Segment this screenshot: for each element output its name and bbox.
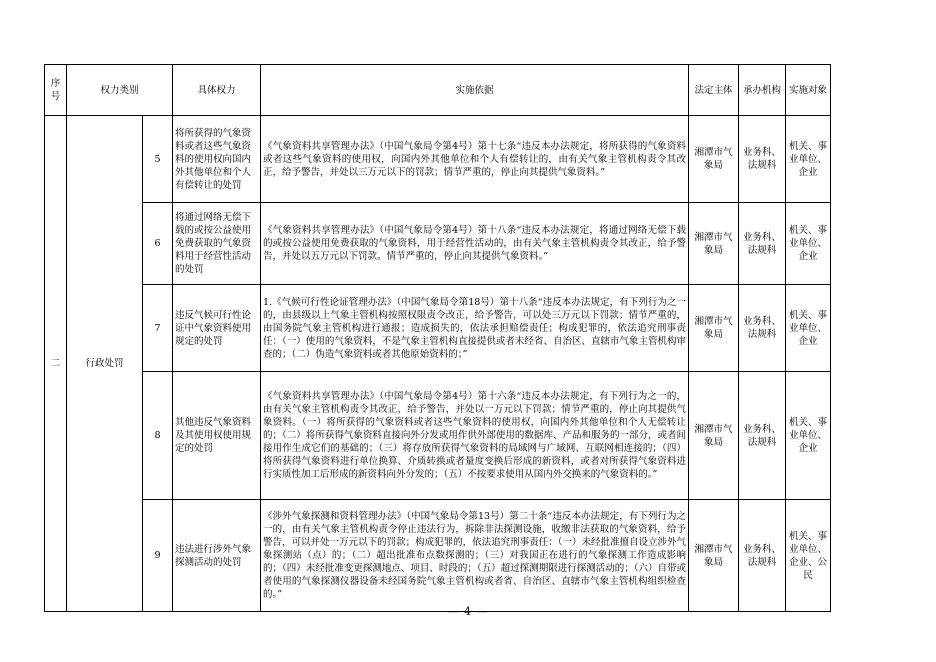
header-subject: 法定主体 (689, 65, 739, 116)
header-office: 承办机构 (739, 65, 786, 116)
table-row (45, 500, 831, 612)
table-row (45, 372, 831, 500)
legal-basis: 《气象资料共享管理办法》（中国气象局令第4号）第十七条“违反本办法规定，将所获得的气象资料或者这些气象资料的使用权，向国内外其他单位和个人有偿转让的，由有关气象主管机构责令其改正，给予警告，并处以三万元以下的罚款；情节严重的，停止向其提供气象资料。” (261, 116, 689, 203)
target-object: 机关、事业单位、企业 (786, 285, 831, 372)
legal-basis: 《气象资料共享管理办法》（中国气象局令第4号）第十八条“违反本办法规定，将通过网络无偿下载的或按公益使用免费获取的气象资料，用于经营性活动的，由有关气象主管机构责令其改正，给予警告，并处以五万元以下罚款。情节严重的，停止向其提供气象资料。” (261, 203, 689, 285)
row-number: 8 (143, 372, 173, 500)
power-name: 违反气候可行性论证中气象资料使用规定的处罚 (173, 285, 261, 372)
legal-subject: 湘潭市气象局 (689, 116, 739, 203)
row-number: 9 (143, 500, 173, 612)
table-row (45, 116, 831, 203)
powers-table (44, 64, 831, 612)
table-row (45, 285, 831, 372)
header-basis: 实施依据 (261, 65, 689, 116)
header-row (45, 65, 831, 116)
row-number: 5 (143, 116, 173, 203)
row-number: 7 (143, 285, 173, 372)
legal-basis: 《涉外气象探测和资料管理办法》（中国气象局令第13号）第二十条“违反本办法规定，有下列行为之一的，由有关气象主管机构责令停止违法行为，拆除非法探测设施，收缴非法获取的气象资料，给予警告，可以并处一万元以下的罚款；构成犯罪的，依法追究刑事责任：（一）未经批准擅自设立涉外气象探测站（点）的；（二）超出批准布点数探测的；（三）对我国正在进行的气象探测工作造成影响的；（四）未经批准变更探测地点、项目、时段的；（五）超过探测期限进行探测活动的；（六）自带或者使用的气象探测仪器设备未经国务院气象主管机构或者省、自治区、直辖市气象主管机构组织检查的。” (261, 500, 689, 612)
power-name: 将所获得的气象资料或者这些气象资料的使用权向国内外其他单位和个人有偿转让的处罚 (173, 116, 261, 203)
target-object: 机关、事业单位、企业 (786, 203, 831, 285)
target-object: 机关、事业单位、企业 (786, 372, 831, 500)
handling-office: 业务科、法规科 (739, 285, 786, 372)
target-object: 机关、事业单位、企业 (786, 116, 831, 203)
header-power: 具体权力 (173, 65, 261, 116)
handling-office: 业务科、法规科 (739, 116, 786, 203)
power-name: 将通过网络无偿下载的或按公益使用免费获取的气象资料用于经营性活动的处罚 (173, 203, 261, 285)
legal-subject: 湘潭市气象局 (689, 203, 739, 285)
handling-office: 业务科、法规科 (739, 372, 786, 500)
legal-basis: 《气象资料共享管理办法》（中国气象局令第4号）第十六条“违反本办法规定，有下列行为之一的，由有关气象主管机构责令其改正，给予警告，并处以一万元以下罚款；情节严重的，停止向其提供气象资料。（一）将所获得的气象资料或者这些气象资料的使用权，向国内外其他单位和个人无偿转让的；（二）将所获得气象资料直接向外分发或用作供外部使用的数据库、产品和服务的一部分，或者间接用作生成它们的基础的；（三）将存放所获得气象资料的局域网与广域网、互联网相连接的；（四）将所获得气象资料进行单位换算、介质转换或者量度变换后形成的新资料，或者对所获得气象资料进行实质性加工后形成的新资料向外分发的；（五）不按要求使用从国内外交换来的气象资料的。” (261, 372, 689, 500)
legal-subject: 湘潭市气象局 (689, 285, 739, 372)
power-name: 其他违反气象资料及其使用权使用规定的处罚 (173, 372, 261, 500)
table-row (45, 203, 831, 285)
header-category: 权力类别 (67, 65, 173, 116)
legal-basis: 1.《气候可行性论证管理办法》（中国气象局令第18号）第十八条“违反本办法规定，有下列行为之一的，由县级以上气象主管机构按照权限责令改正，给予警告，可以处三万元以下罚款；情节严重的，由国务院气象主管机构进行通报；造成损失的，依法承担赔偿责任；构成犯罪的，依法追究刑事责任：（一）使用的气象资料，不是气象主管机构直接提供或者未经省、自治区、直辖市气象主管机构审查的；（二）伪造气象资料或者其他原始资料的；” (261, 285, 689, 372)
header-target: 实施对象 (786, 65, 831, 116)
group-category: 行政处罚 (67, 116, 143, 612)
group-number: 二 (45, 116, 67, 612)
legal-subject: 湘潭市气象局 (689, 500, 739, 612)
row-number: 6 (143, 203, 173, 285)
power-name: 违法进行涉外气象探测活动的处罚 (173, 500, 261, 612)
legal-subject: 湘潭市气象局 (689, 372, 739, 500)
handling-office: 业务科、法规科 (739, 203, 786, 285)
page-number: — 4 — (447, 605, 489, 618)
target-object: 机关、事业单位、企业、公民 (786, 500, 831, 612)
header-seq: 序号 (45, 65, 67, 116)
handling-office: 业务科、法规科 (739, 500, 786, 612)
